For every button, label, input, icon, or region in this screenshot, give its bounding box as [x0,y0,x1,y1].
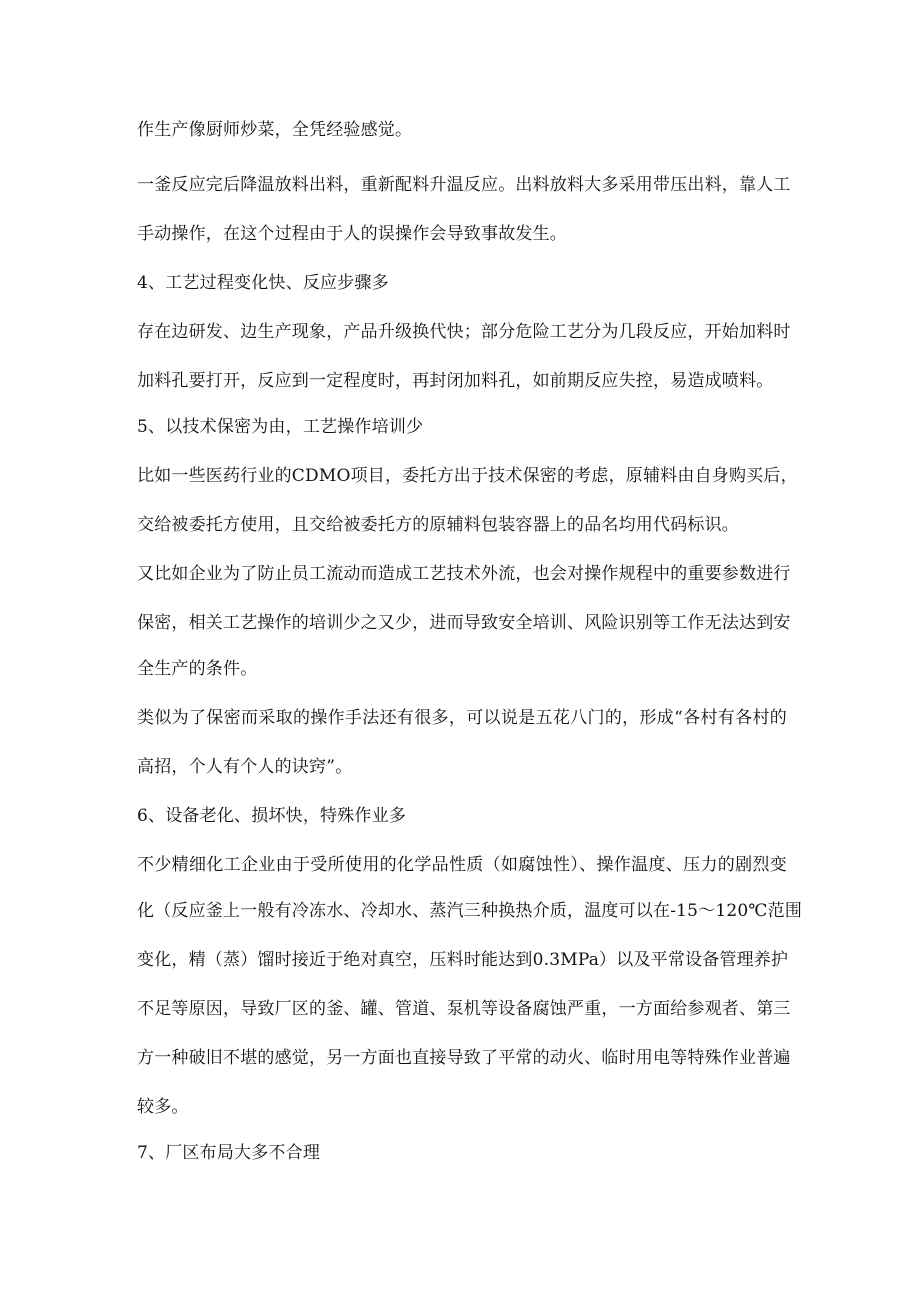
text-line: 作生产像厨师炒菜，全凭经验感觉。 [137,120,413,140]
text-line: 加料孔要打开，反应到一定程度时，再封闭加料孔，如前期反应失控，易造成喷料。 [137,371,774,391]
section-heading: 5、以技术保密为由，工艺操作培训少 [137,417,424,437]
text-line: 手动操作，在这个过程由于人的误操作会导致事故发生。 [137,224,567,244]
text-line: 高招，个人有个人的诀窍”。 [137,757,353,777]
section-heading: 7、厂区布局大多不合理 [137,1143,321,1163]
section-heading: 6、设备老化、损坏快，特殊作业多 [137,806,407,826]
text-line: 又比如企业为了防止员工流动而造成工艺技术外流，也会对操作规程中的重要参数进行 [137,564,791,584]
text-line: 化（反应釜上一般有冷冻水、冷却水、蒸汽三种换热介质，温度可以在-15～120℃范围 [137,901,803,921]
text-line: 全生产的条件。 [137,659,258,679]
text-line: 类似为了保密而采取的操作手法还有很多，可以说是五花八门的，形成“各村有各村的 [137,708,787,728]
text-line: 较多。 [137,1097,189,1117]
text-line: 存在边研发、边生产现象，产品升级换代快；部分危险工艺分为几段反应，开始加料时 [137,322,791,342]
text-line: 变化，精（蒸）馏时接近于绝对真空，压料时能达到0.3MPa）以及平常设备管理养护 [137,950,789,970]
text-line: 交给被委托方使用，且交给被委托方的原辅料包装容器上的品名均用代码标识。 [137,515,739,535]
text-line: 保密，相关工艺操作的培训少之又少，进而导致安全培训、风险识别等工作无法达到安 [137,613,791,633]
text-line: 不少精细化工企业由于受所使用的化学品性质（如腐蚀性）、操作温度、压力的剧烈变 [137,855,787,875]
section-heading: 4、工艺过程变化快、反应步骤多 [137,273,389,293]
text-line: 一釜反应完后降温放料出料，重新配料升温反应。出料放料大多采用带压出料，靠人工 [137,175,791,195]
text-line: 不足等原因，导致厂区的釜、罐、管道、泵机等设备腐蚀严重，一方面给参观者、第三 [137,999,791,1019]
text-line: 比如一些医药行业的CDMO项目，委托方出于技术保密的考虑，原辅料由自身购买后， [137,466,798,486]
text-line: 方一种破旧不堪的感觉，另一方面也直接导致了平常的动火、临时用电等特殊作业普遍 [137,1048,791,1068]
